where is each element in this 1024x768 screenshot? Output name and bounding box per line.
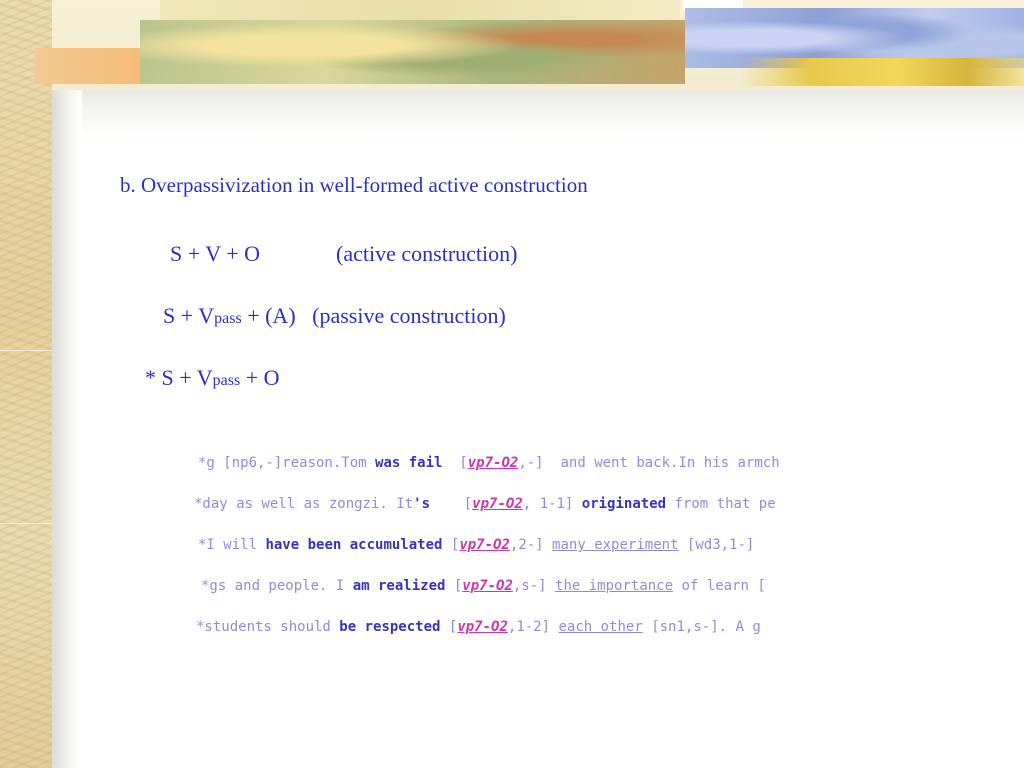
error-tag: vp7-O2: [459, 537, 510, 553]
left-border: [0, 0, 52, 768]
example-line: *day as well as zongzi. It's [vp7-O2, 1-1] originated from that pe: [194, 496, 776, 512]
top-shadow: [52, 85, 1024, 140]
example-line: *gs and people. I am realized [vp7-O2,s-] the importance of learn [: [201, 578, 766, 594]
banner-leaves-image: [140, 20, 685, 84]
error-tag: vp7-O2: [467, 455, 519, 471]
formula-passive: [163, 303, 506, 329]
error-tag: vp7-O2: [462, 578, 513, 594]
passive-verb: be respected: [339, 619, 441, 635]
object-phrase: each other: [558, 619, 643, 635]
formula-active-note: (active construction): [336, 241, 518, 266]
formula-overpassive-post: + O: [240, 365, 280, 390]
error-tag: vp7-O2: [457, 619, 508, 635]
passive-verb: was fail: [375, 455, 443, 471]
example-line: *g [np6,-]reason.Tom was fail [vp7-O2,-] and went back.In his armch: [198, 455, 780, 471]
example-line: *students should be respected [vp7-O2,1-2] each other [sn1,s-]. A g: [196, 619, 761, 635]
slide-heading: b. Overpassivization in well-formed active construction: [120, 173, 588, 197]
formula-active-lhs: S + V + O: [170, 241, 261, 266]
passive-verb: 's: [413, 496, 431, 512]
error-tag: vp7-O2: [472, 496, 523, 512]
main-verb: originated: [581, 496, 667, 512]
object-phrase: many experiment: [552, 537, 679, 553]
formula-active: [170, 241, 517, 267]
header-banner: [0, 0, 1024, 90]
left-shadow: [52, 85, 82, 768]
passive-verb: am realized: [352, 578, 446, 594]
formula-overpassive: [145, 365, 280, 391]
object-phrase: the importance: [555, 578, 674, 594]
banner-grass-image: [160, 0, 680, 22]
formula-passive-pre: S + V: [163, 303, 215, 328]
formula-passive-post: + (A) (passive construction): [241, 303, 506, 328]
example-line: *I will have been accumulated [vp7-O2,2-] many experiment [wd3,1-]: [198, 537, 755, 553]
passive-verb: have been accumulated: [265, 537, 443, 553]
banner-gold-grain-image: [740, 58, 1024, 86]
formula-overpassive-pre: * S + V: [145, 365, 213, 390]
formula-overpassive-subscript: pass: [212, 372, 241, 389]
formula-passive-subscript: pass: [214, 310, 242, 327]
